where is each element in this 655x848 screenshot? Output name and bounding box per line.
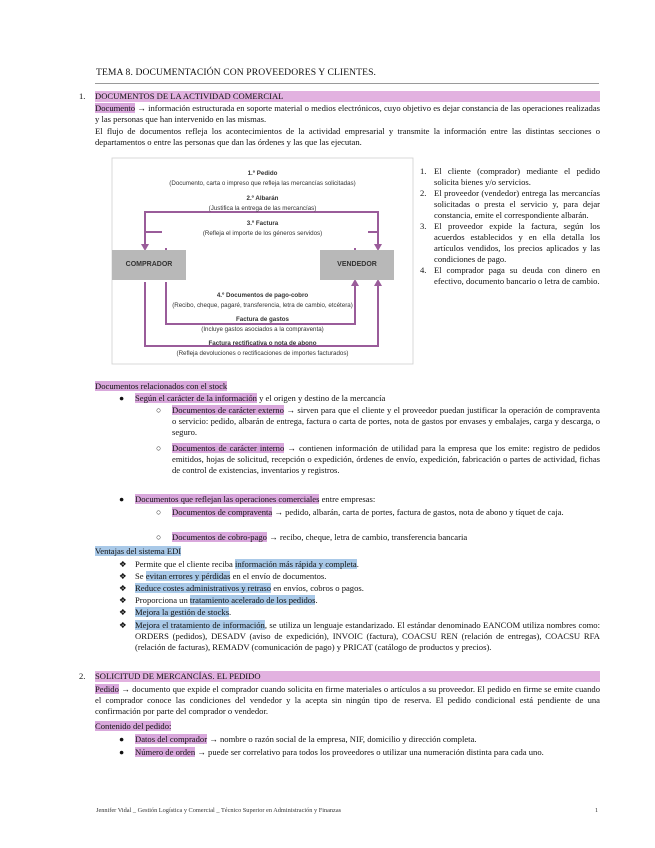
stock-bullet-1: ● Según el carácter de la información y el origen y destino de la mercancía (119, 393, 386, 403)
pedido-definition (95, 684, 600, 717)
pedido-content-item-1: ● Datos del comprador → nombre o razón social de la empresa, NIF, domicilio y dirección completa. (119, 734, 477, 744)
list-item: 2. El proveedor (vendedor) entrega las mercancías solicitadas o presta el servicio y, para dejar constancia, emite el correspondiente albarán. (420, 188, 600, 220)
edi-item-6: ❖ Mejora el tratamiento de información, se utiliza un lenguaje estandarizado. El estándar denominado EANCOM utiliza nombres como: ORDERS (pedidos), DESADV (aviso de expedición), INVOIC (factura), COACSU REN (relación de entregas), COACSU RFA (relación de facturas), REMADV (comunicación de pago) y PRICAT (catálogo de productos y precios). (119, 620, 600, 652)
stock-bullet-2: ● Documentos que reflejan las operaciones comerciales entre empresas: (119, 494, 376, 504)
label-gastos-desc: (Incluye gastos asociados a la compraventa) (201, 326, 324, 333)
pedido-content-item-2: ● Número de orden → puede ser correlativo para todos los proveedores o utilizar una numeración distinta para cada uno. (119, 747, 544, 757)
label-pago-desc: (Recibo, cheque, pagaré, transferencia, letra de cambio, etcétera) (172, 302, 353, 309)
edi-item-5: ❖ Mejora la gestión de stocks. (119, 607, 232, 617)
circle-bullet-icon: ○ (156, 532, 162, 542)
section-1-number: 1. (79, 91, 86, 101)
edi-item-1: ❖ Permite que el cliente reciba información más rápida y completa. (119, 559, 359, 569)
documento-definition (95, 103, 600, 125)
label-albaran-desc: (Justifica la entrega de las mercancías) (208, 205, 317, 212)
edi-item-4: ❖ Proporciona un tratamiento acelerado de los pedidos. (119, 595, 318, 605)
page-footer: Jennifer Vidal _ Gestión Logística y Comercial _ Técnico Superior en Administración y Finanzas (96, 807, 342, 814)
edi-item-2: ❖ Se evitan errores y pérdidas en el envío de documentos. (119, 571, 327, 581)
label-albaran: 2.º Albarán (246, 195, 279, 202)
list-item: 3. El proveedor expide la factura, según los acuerdos establecidos y en ella detalla los artículos vendidos, los precios aplicados y las condiciones de pago. (420, 221, 600, 264)
circle-bullet-icon: ○ (156, 405, 162, 415)
diamond-bullet-icon: ❖ (119, 571, 127, 581)
diamond-bullet-icon: ❖ (119, 620, 127, 630)
circle-bullet-icon: ○ (156, 443, 162, 453)
bullet-icon: ● (119, 494, 125, 504)
pedido-text: → documento que expide el comprador cuando solicita en firme materiales o artículos a su proveedor. El pedido en firme se emite cuando el comprador conoce las condiciones del vendedor y la acepta sin ningún tipo de reserva. El pedido condicional está pendiente de una confirmación por parte del comprador o vendedor. (95, 684, 600, 716)
bullet-icon: ● (119, 393, 125, 403)
documento-text: → información estructurada en soporte material o medios electrónicos, cuyo objetivo es dejar constancia de las operaciones realizadas y las personas que han intervenido en las mismas. (95, 103, 600, 124)
external-docs-item: ○ Documentos de carácter externo → sirven para que el cliente y el proveedor puedan justificar la operación de compraventa o servicio: pedido, albarán de entrega, factura o carta de portes, nota de gastos por envases y embalajes, carga y descarga, o seguro. (156, 405, 600, 437)
buyer-box: COMPRADOR (112, 250, 186, 280)
flow-steps-list (420, 166, 600, 287)
internal-docs-item: ○ Documentos de carácter interno → contienen información de utilidad para la empresa que los emite: registro de pedidos emitidos, hojas de solicitud, recepción o expedición, órdenes de envío, expedición, fabricación o partes de actividad, fichas de control de existencias, inventarios y registros. (156, 443, 600, 475)
diamond-bullet-icon: ❖ (119, 607, 127, 617)
diamond-bullet-icon: ❖ (119, 595, 127, 605)
section-1-title: DOCUMENTOS DE LA ACTIVIDAD COMERCIAL (95, 91, 600, 102)
page-title: TEMA 8. DOCUMENTACIÓN CON PROVEEDORES Y CLIENTES. (96, 67, 377, 78)
pedido-content-heading: Contenido del pedido: (95, 721, 172, 731)
label-pedido-desc: (Documento, carta o impreso que refleja las mercancías solicitadas) (169, 180, 356, 187)
flow-paragraph: El flujo de documentos refleja los acontecimientos de la actividad empresarial y transmite la información entre las distintas secciones o departamentos o entre las personas que dan las órdenes y las que las ejecutan. (95, 126, 600, 147)
section-2-number: 2. (79, 671, 86, 681)
title-divider (95, 83, 599, 84)
label-abono: Factura rectificativa o nota de abono (208, 340, 317, 347)
diamond-bullet-icon: ❖ (119, 583, 127, 593)
page-number: 1 (595, 807, 599, 814)
section-2-title: SOLICITUD DE MERCANCÍAS. EL PEDIDO (95, 671, 600, 682)
pedido-term: Pedido (95, 684, 119, 694)
circle-bullet-icon: ○ (156, 507, 162, 517)
label-abono-desc: (Refleja devoluciones o rectificaciones de importes facturados) (176, 350, 349, 357)
document-flow-diagram (110, 156, 415, 366)
compraventa-item: ○ Documentos de compraventa → pedido, albarán, carta de portes, factura de gastos, nota de abono y tíquet de caja. (156, 507, 564, 517)
label-factura-desc: (Refleja el importe de los géneros servidos) (202, 230, 323, 237)
bullet-icon: ● (119, 734, 125, 744)
label-gastos: Factura de gastos (236, 316, 289, 323)
list-item: 1. El cliente (comprador) mediante el pedido solicita bienes y/o servicios. (420, 166, 600, 187)
section-1-heading (79, 91, 600, 102)
documento-term: Documento (95, 103, 136, 113)
diamond-bullet-icon: ❖ (119, 559, 127, 569)
section-2-heading (79, 671, 600, 682)
stock-heading: Documentos relacionados con el stock (95, 381, 228, 391)
seller-box: VENDEDOR (320, 250, 394, 280)
label-factura: 3.º Factura (246, 220, 279, 227)
label-pedido: 1.º Pedido (247, 170, 278, 177)
label-pago: 4.º Documentos de pago-cobro (216, 292, 309, 299)
bullet-icon: ● (119, 747, 125, 757)
edi-heading: Ventajas del sistema EDI (95, 546, 182, 556)
edi-item-3: ❖ Reduce costes administrativos y retraso en envíos, cobros o pagos. (119, 583, 364, 593)
list-item: 4. El comprador paga su deuda con dinero en efectivo, documento bancario o letra de cambio. (420, 265, 600, 286)
cobro-pago-item: ○ Documentos de cobro-pago → recibo, cheque, letra de cambio, transferencia bancaria (156, 532, 468, 542)
